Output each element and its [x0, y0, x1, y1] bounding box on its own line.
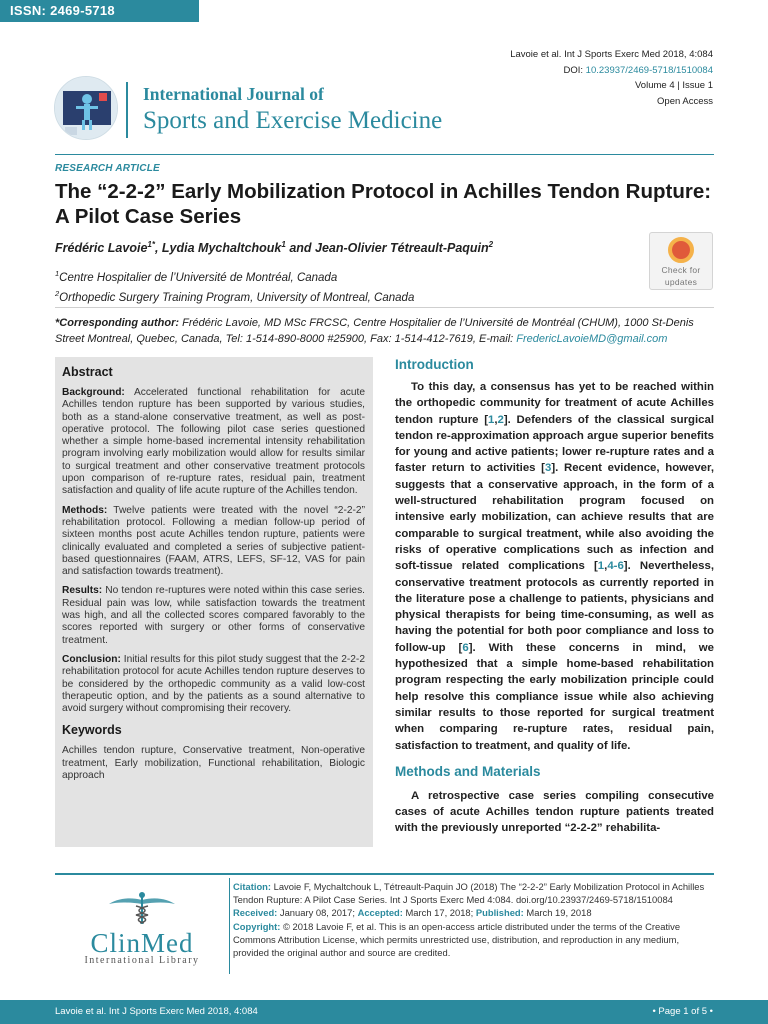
abstract-results	[62, 585, 365, 646]
copyright-line	[233, 920, 714, 960]
intro-text-4: ]. Nevertheless, conservative treatment protocols as currently reported in the literature pose a challenge to patients, physicians and physical therapists for being time-consuming, as well as having the potential for both poor compliance and loss to follow-up [	[395, 560, 714, 654]
conclusion-text: Initial results for this pilot study suggest that the 2-2-2 rehabilitation protocol for acute Achilles tendon rupture deserves to be considered by the orthopedic community as a valid low-cost therapeutic option, and by the patients as a sound alternative to avoid surgery without compromising their recovery.	[62, 653, 365, 715]
author-1-sup: 1*	[147, 240, 155, 249]
abstract-methods	[62, 505, 365, 579]
ref-link[interactable]: 4-6	[607, 560, 624, 573]
ref-sep: ,	[494, 413, 498, 426]
received-date: January 08, 2017;	[277, 907, 358, 919]
footer-vertical-divider	[229, 878, 230, 974]
citation-short: Lavoie et al. Int J Sports Exerc Med 2018, 4:084	[510, 49, 713, 60]
bottom-bar	[0, 1000, 768, 1024]
ref-link[interactable]: 1	[597, 560, 605, 573]
abstract-box	[55, 357, 373, 847]
published-label: Published:	[475, 907, 524, 919]
journal-name-line2: Sports and Exercise Medicine	[143, 107, 443, 134]
ref-sep: ,	[604, 560, 608, 573]
affiliation-1-text: Centre Hospitalier de l’Université de Montréal, Canada	[59, 271, 338, 284]
intro-text-5: ]. With these concerns in mind, we hypothesized that a simple home-based rehabilitation program respecting the early mobilization principle could help resolve this compliance issue while also achieving similar results to those reported for surgical treatment when comparing re-rupture rates, residual pain, satisfaction to treatment, and quality of life.	[395, 641, 714, 752]
background-text: Accelerated functional rehabilitation for acute Achilles tendon rupture has been supported by various studies, both as a stand-alone conservative treatment, as well as post-operative protocol. The following pilot case series questioned whether a simple home-based incremental intensity rehabilitation program involving early mobilization would allow for results similar to surgical treatment and other conservative treatment protocols upon comparison of re-rupture rates, residual pain, treatment satisfaction and quality of life acute rupture of the Achilles tendon.	[62, 387, 365, 497]
bottom-citation: Lavoie et al. Int J Sports Exerc Med 2018, 4:084	[55, 1006, 258, 1017]
author-3-sup: 2	[488, 240, 494, 249]
page-indicator: • Page 1 of 5 •	[652, 1006, 713, 1017]
main-column	[395, 357, 714, 837]
ref-link[interactable]: 6	[462, 641, 469, 654]
author-list	[55, 240, 493, 255]
doi-link[interactable]: 10.23937/2469-5718/1510084	[585, 64, 713, 76]
methods-paragraph: A retrospective case series compiling consecutive cases of acute Achilles tendon rupture patients treated with the previously unreported “2-2-2” rehabilita-	[395, 789, 714, 835]
clinmed-logo	[58, 890, 226, 968]
caduceus-icon	[107, 890, 177, 926]
ref-link[interactable]: 1	[488, 413, 495, 426]
affiliation-1	[55, 269, 337, 284]
methods-body	[395, 788, 714, 837]
methods-text: Twelve patients were treated with the novel “2-2-2” rehabilitation protocol. Following a median follow-up period of sixteen months post acute Achilles tendon rupture, patients were clinically evaluated and completed a series of subjective patient-based questionnaires (FAAM, ATRS, LEFS, SF-12, VAS for pain and satisfaction towards treatment).	[62, 504, 365, 578]
results-label: Results:	[62, 585, 103, 597]
affiliation-2-sup: 2	[55, 289, 60, 298]
received-label: Received:	[233, 907, 278, 919]
logo-divider	[126, 82, 128, 138]
check-for-updates-button[interactable]	[649, 232, 713, 290]
author-2: , Lydia Mychaltchouk	[154, 241, 282, 256]
corr-email-link[interactable]: FredericLavoieMD@gmail.com	[516, 333, 668, 345]
authors-divider	[55, 307, 714, 308]
ref-link[interactable]: 3	[544, 462, 552, 475]
results-text: No tendon re-ruptures were noted within this case series. Residual pain was low, while satisfaction towards the treatment was high, and all the collected scores compared favorably to the scores reported with surgery or other forms of conservative treatment.	[62, 585, 365, 646]
author-3: and Jean-Olivier Tétreault-Paquin	[285, 241, 489, 256]
author-2-sup: 1	[281, 240, 286, 249]
open-access-label: Open Access	[657, 95, 713, 107]
corresponding-author	[55, 315, 715, 347]
copyright-label: Copyright:	[233, 920, 281, 932]
published-date: March 19, 2018	[523, 907, 592, 919]
citation-block	[233, 880, 714, 959]
affiliation-2	[55, 289, 414, 304]
check-updates-icon	[668, 237, 694, 263]
methods-label: Methods:	[62, 504, 108, 516]
clinmed-name: ClinMed	[90, 928, 194, 958]
abstract-heading: Abstract	[62, 365, 113, 379]
article-title: The “2-2-2” Early Mobilization Protocol in Achilles Tendon Rupture: A Pilot Case Series	[55, 180, 712, 228]
article-meta	[510, 47, 713, 109]
introduction-heading: Introduction	[395, 357, 474, 372]
accepted-label: Accepted:	[357, 907, 403, 919]
journal-logo-icon	[54, 76, 118, 140]
citation-label: Citation:	[233, 881, 272, 892]
citation-text: Lavoie F, Mychaltchouk L, Tétreault-Paquin JO (2018) The “2-2-2” Early Mobilization Protocol in Achilles Tendon Rupture: A Pilot Case Series. Int J Sports Exerc Med 4:084. doi.org/10.23937/2469-5718/1510084	[233, 881, 705, 906]
abstract-conclusion	[62, 654, 365, 715]
introduction-body	[395, 379, 714, 754]
copyright-text: © 2018 Lavoie F, et al. This is an open-access article distributed under the terms of the Creative Commons Attribution License, which permits unrestricted use, distribution, and reproduction in any medium, provided the original author and source are credited.	[233, 920, 681, 959]
keywords-text: Achilles tendon rupture, Conservative treatment, Non-operative treatment, Early mobilization, Functional rehabilitation, Biologic approach	[62, 745, 365, 782]
intro-text-2: ]. Defenders of the classical surgical tendon re-approximation approach argue superior benefits for young and active patients; lower re-rupture rates and a faster return to activities [	[395, 413, 714, 475]
check-updates-line2: updates	[664, 277, 698, 287]
background-label: Background:	[62, 387, 125, 398]
ref-link[interactable]: 2	[497, 413, 504, 426]
methods-heading: Methods and Materials	[395, 763, 541, 779]
affiliation-1-sup: 1	[55, 269, 60, 278]
check-updates-line1: Check for	[661, 265, 701, 275]
issn-banner: ISSN: 2469-5718	[0, 0, 199, 22]
conclusion-label: Conclusion:	[62, 653, 121, 665]
intro-text-3: ]. Recent evidence, however, suggests that a conservative approach, in the form of a well-structured rehabilitation program focused on intensive early mobilization, can achieve results that are comparable to surgical treatment, while also avoiding the risks of operative complications such as infection and soft-tissue related complications [	[395, 462, 714, 573]
corr-label: *Corresponding author:	[55, 317, 180, 329]
author-1: Frédéric Lavoie	[55, 241, 148, 256]
doi-line	[510, 63, 713, 79]
volume-issue: Volume 4 | Issue 1	[635, 80, 713, 91]
article-type: RESEARCH ARTICLE	[55, 163, 160, 174]
clinmed-sub: International Library	[84, 955, 200, 966]
doi-label: DOI:	[563, 64, 586, 76]
header-divider	[55, 154, 714, 155]
dates-line	[233, 906, 714, 919]
journal-name-line1: International Journal of	[143, 84, 324, 104]
citation-line	[233, 880, 714, 906]
abstract-background	[62, 387, 365, 498]
corr-text: Frédéric Lavoie, MD MSc FRCSC, Centre Hospitalier de l’Université de Montréal (CHUM), 1000 St-Denis Street Montreal, Quebec, Canada, Tel: 1-514-890-8000 #25900, Fax: 1-514-412-7619, E-mail:	[55, 317, 694, 345]
affiliation-2-text: Orthopedic Surgery Training Program, University of Montreal, Canada	[59, 291, 415, 304]
accepted-date: March 17, 2018;	[402, 907, 476, 919]
keywords-heading: Keywords	[62, 723, 122, 738]
footer-divider	[55, 873, 714, 875]
intro-text-1: To this day, a consensus has yet to be reached within the orthopedic community for treatment of acute Achilles tendon rupture [	[395, 381, 714, 426]
